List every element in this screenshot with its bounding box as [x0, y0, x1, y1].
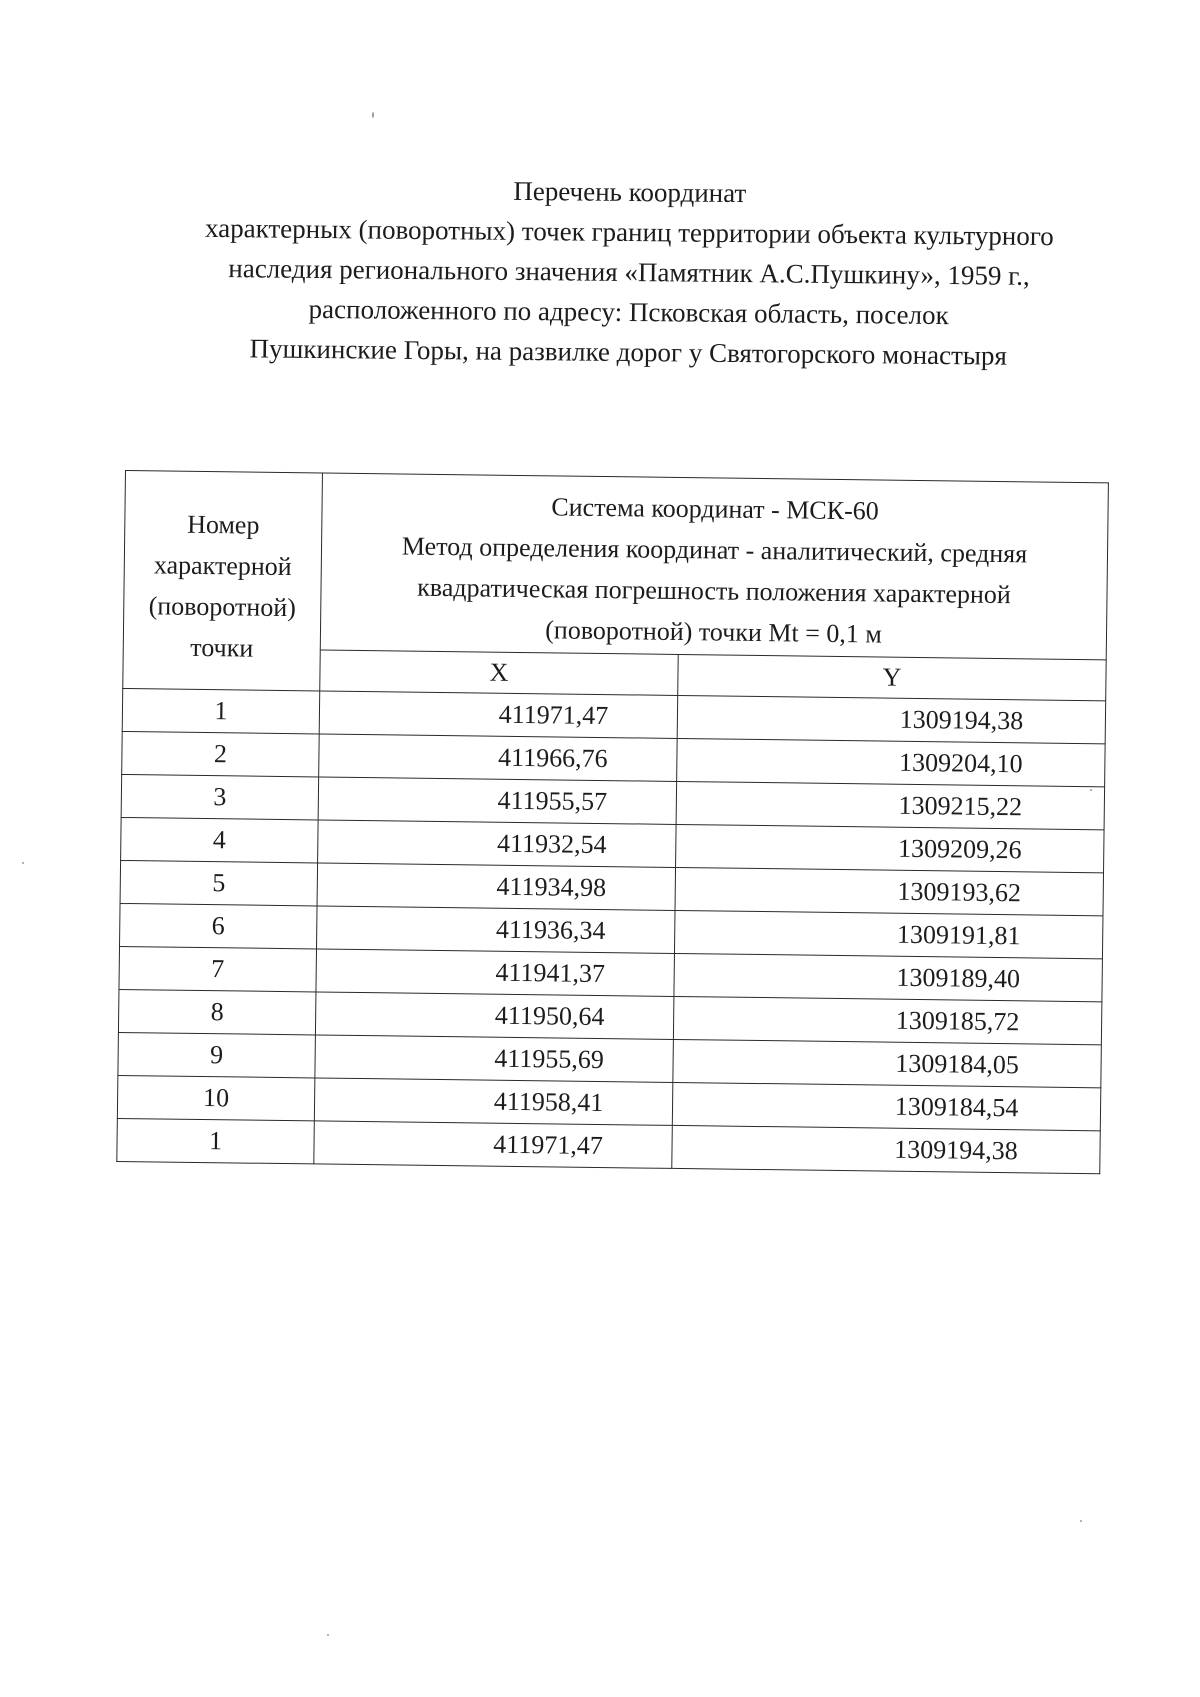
- y-coordinate-cell: 1309189,40: [674, 953, 1103, 1001]
- header-system-line: Система координат - МСК-60: [551, 492, 879, 526]
- x-coordinate-cell: 411955,57: [318, 777, 677, 824]
- title-line: Пушкинские Горы, на развилке дорог у Святогорского монастыря: [249, 333, 1008, 371]
- coordinates-table-wrapper: [116, 470, 1108, 1174]
- header-point-number: [123, 471, 323, 691]
- point-number-cell: 4: [121, 817, 319, 862]
- point-number-cell: 5: [120, 860, 318, 905]
- title-line: характерных (поворотных) точек границ территории объекта культурного: [204, 212, 1054, 252]
- x-coordinate-cell: 411971,47: [319, 691, 678, 738]
- x-coordinate-cell: 411955,69: [315, 1035, 674, 1082]
- point-number-cell: 1: [122, 688, 320, 733]
- x-coordinate-cell: 411971,47: [314, 1121, 673, 1168]
- point-number-cell: 6: [120, 903, 318, 948]
- scan-speck: [372, 112, 374, 118]
- x-coordinate-cell: 411934,98: [317, 863, 676, 910]
- coordinates-table: [116, 470, 1109, 1174]
- x-coordinate-cell: 411932,54: [318, 820, 677, 867]
- y-coordinate-cell: 1309209,26: [676, 824, 1105, 872]
- x-coordinate-cell: 411941,37: [316, 949, 675, 996]
- y-coordinate-cell: 1309204,10: [677, 738, 1106, 786]
- x-coordinate-cell: 411966,76: [319, 734, 678, 781]
- y-coordinate-cell: 1309194,38: [672, 1125, 1101, 1173]
- header-coordinate-system: [320, 473, 1108, 660]
- scan-speck: [327, 1634, 329, 1636]
- header-number-line: точки: [190, 632, 254, 663]
- x-coordinate-cell: 411950,64: [315, 992, 674, 1039]
- title-line: расположенного по адресу: Псковская область, поселок: [308, 293, 949, 331]
- y-coordinate-cell: 1309193,62: [675, 867, 1104, 915]
- point-number-cell: 3: [121, 774, 319, 819]
- point-number-cell: 9: [118, 1032, 316, 1077]
- header-y: Y: [678, 654, 1106, 700]
- scan-speck: [1090, 789, 1092, 791]
- header-x: X: [320, 650, 678, 695]
- x-coordinate-cell: 411936,34: [316, 906, 675, 953]
- title-line: Перечень координат: [513, 175, 747, 209]
- x-coordinate-cell: 411958,41: [314, 1078, 673, 1125]
- header-number-line: (поворотной): [148, 590, 297, 622]
- header-system-line: (поворотной) точки Mt = 0,1 м: [545, 615, 882, 649]
- scan-speck: [1080, 1520, 1082, 1522]
- y-coordinate-cell: 1309194,38: [677, 695, 1106, 743]
- y-coordinate-cell: 1309184,05: [673, 1039, 1102, 1087]
- document-title: [148, 167, 1110, 376]
- y-coordinate-cell: 1309185,72: [673, 996, 1102, 1044]
- point-number-cell: 1: [117, 1118, 315, 1163]
- point-number-cell: 8: [118, 989, 316, 1034]
- point-number-cell: 7: [119, 946, 317, 991]
- scan-speck: [22, 862, 24, 864]
- y-coordinate-cell: 1309191,81: [674, 910, 1103, 958]
- point-number-cell: 10: [117, 1075, 315, 1120]
- y-coordinate-cell: 1309215,22: [676, 781, 1105, 829]
- header-system-line: квадратическая погрешность положения характерной: [417, 572, 1011, 610]
- header-system-line: Метод определения координат - аналитический, средняя: [401, 531, 1028, 569]
- header-number-line: характерной: [153, 549, 292, 581]
- point-number-cell: 2: [122, 731, 320, 776]
- header-number-line: Номер: [187, 509, 260, 540]
- title-line: наследия регионального значения «Памятник А.С.Пушкину», 1959 г.,: [228, 253, 1030, 291]
- y-coordinate-cell: 1309184,54: [672, 1082, 1101, 1130]
